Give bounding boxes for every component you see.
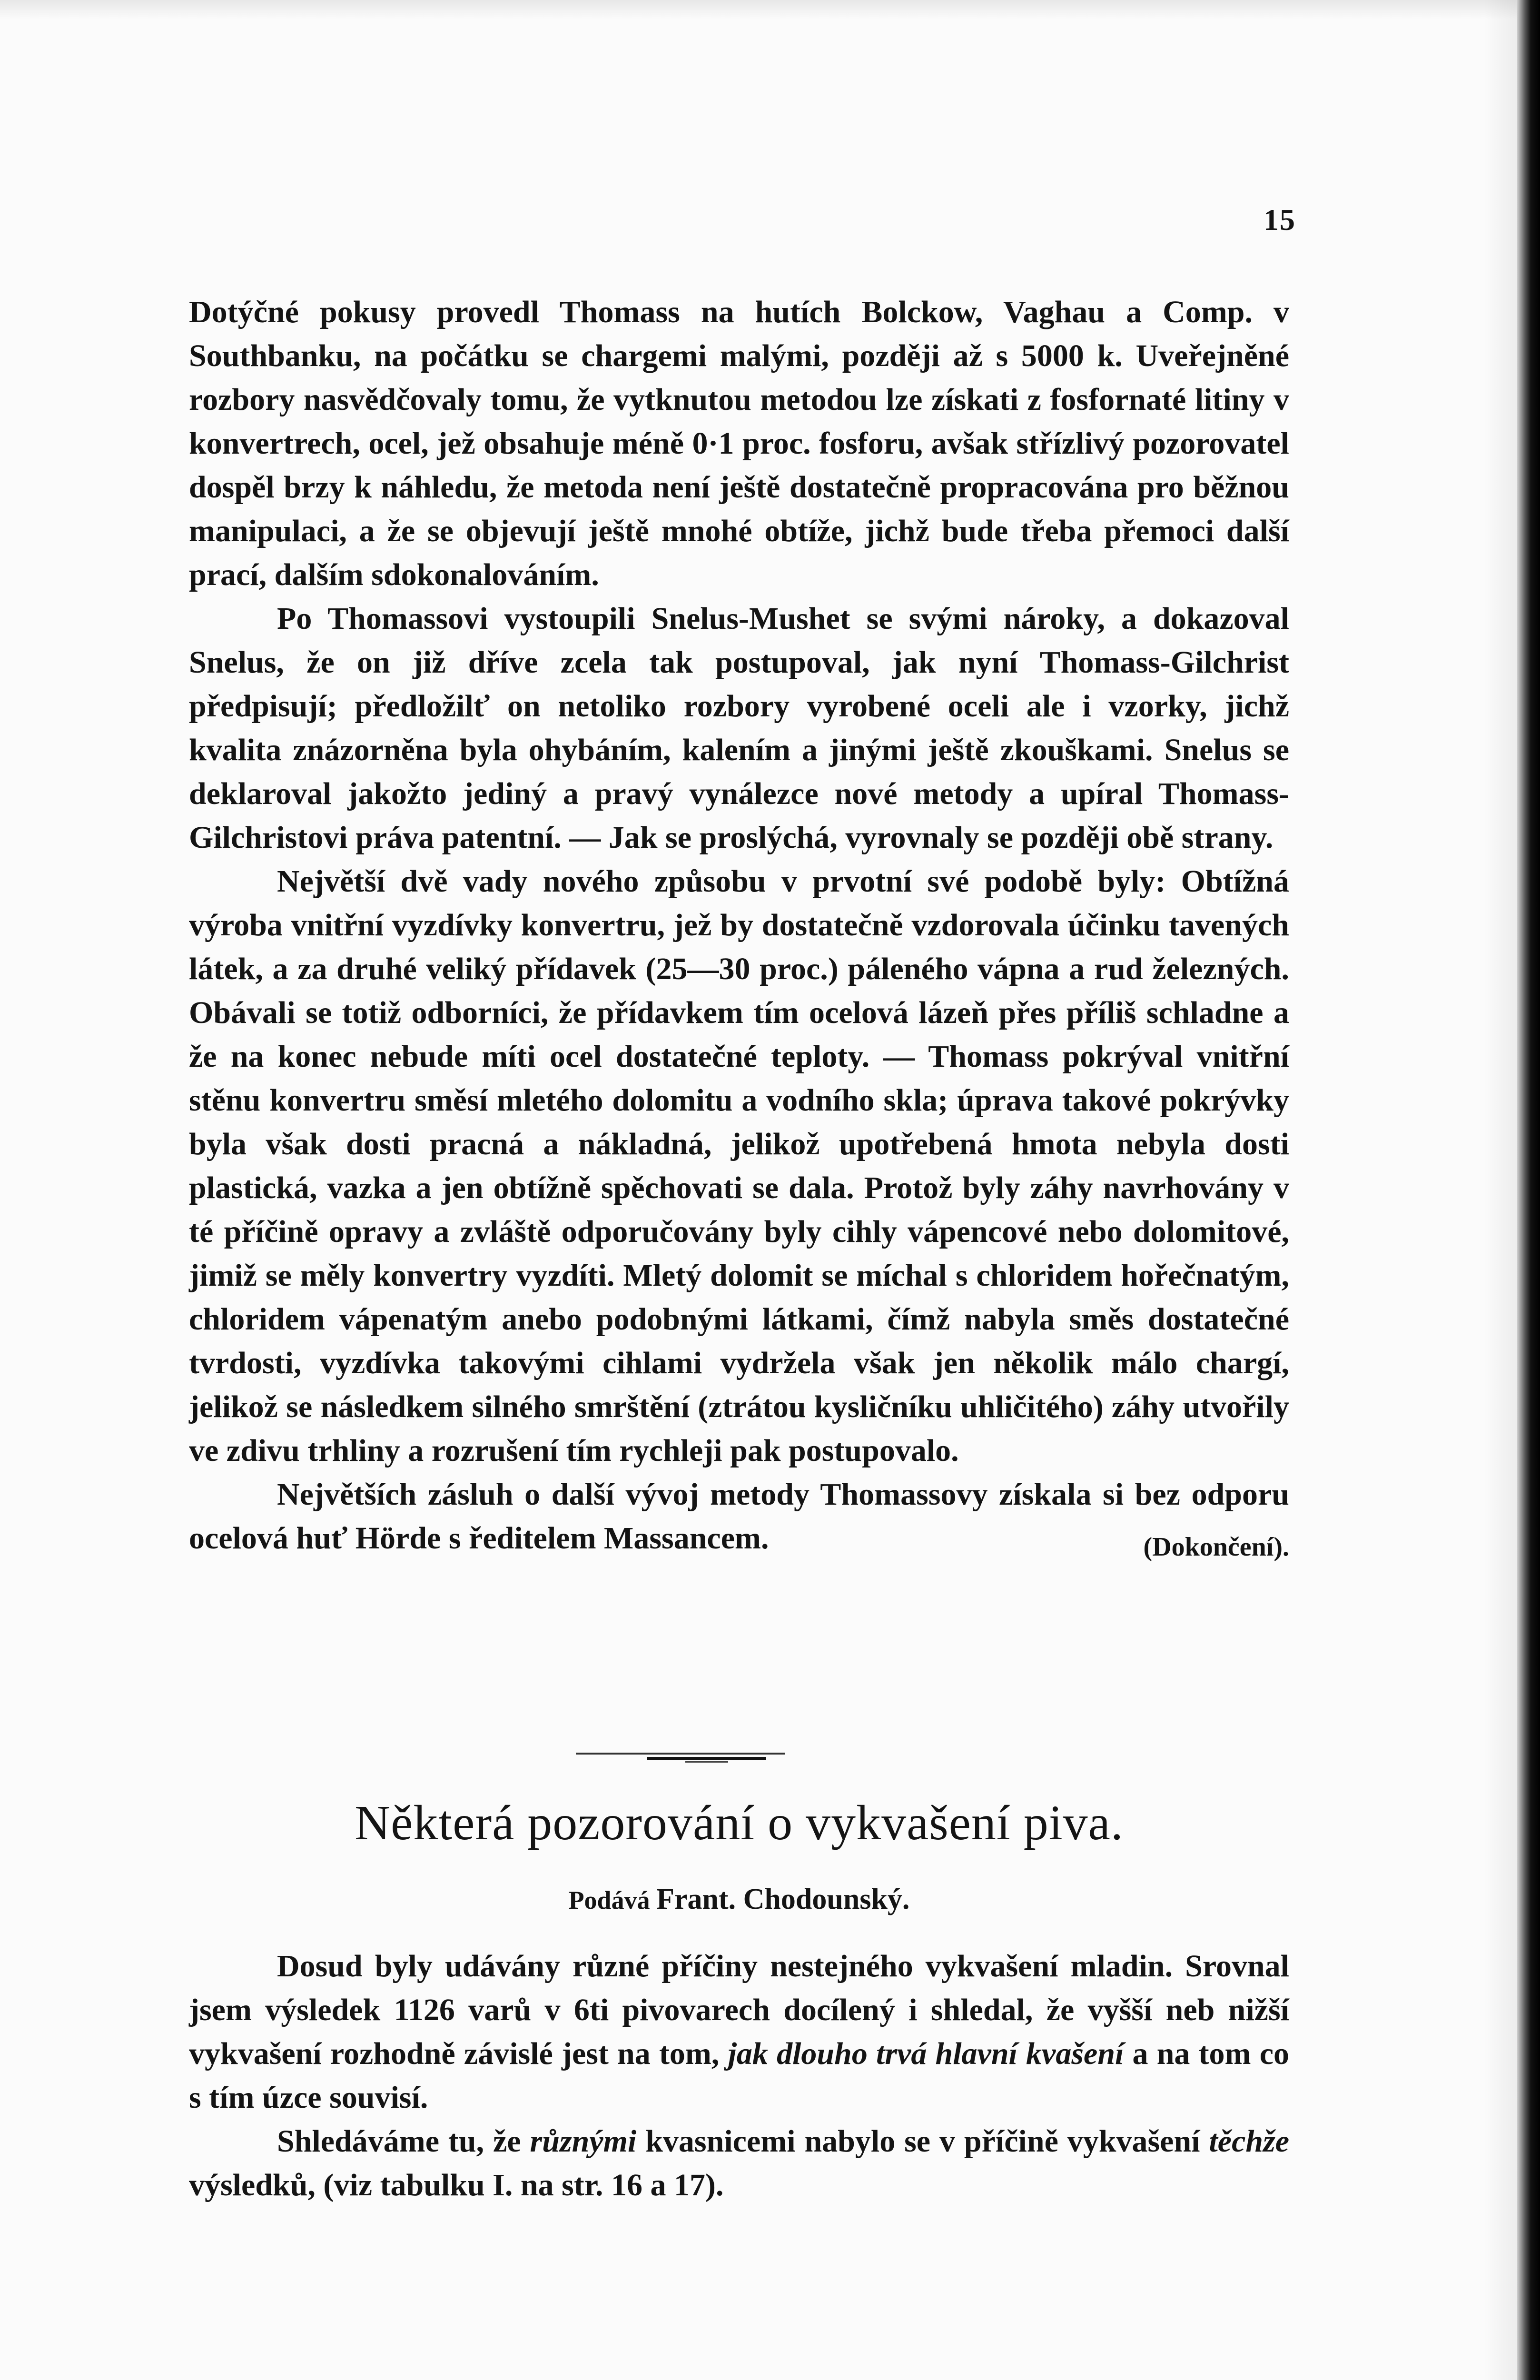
divider-line [685,1761,728,1763]
paragraph: Dotýčné pokusy provedl Thomass na hutích Bolckow, Vaghau a Comp. v Southbanku, na počátku se chargemi malými, později až s 5000 k. Uveřejněné rozbory nasvědčovaly tomu, že vytknutou metodou lze získati z fosfornaté litiny v konvertrech, ocel, jež obsahuje méně 0·1 proc. fosforu, avšak střízlivý pozorovatel dospěl brzy k náhledu, že metoda není ještě dostatečně propracována pro běžnou manipulaci, a že se objevují ještě mnohé obtíže, jichž bude třeba přemoci další prací, dalším sdokonalováním. [189,295,1289,592]
paragraph-last [189,1473,1289,1560]
emphasis-text: různými [530,2124,637,2159]
byline-prefix: Podává [568,1886,650,1914]
page-number: 15 [1264,203,1296,237]
author-name: Frant. Chodounský. [656,1883,910,1915]
paragraph [189,1944,1289,2120]
divider-line [647,1757,766,1760]
page-edge-shadow [1484,0,1517,2380]
paragraph-text: Dosud byly udávány různé příčiny nestejného vykvašení mladin. Srovnal jsem výsledek 1126 varů v 6ti pivovarech docílený i shledal, že vyšší neb nižší vykvašení rozhodně závislé jest na tom, [189,1949,1289,2071]
emphasis-text: jak dlouho trvá hlavní kvašení [728,2036,1124,2071]
page-edge-binding [1517,0,1540,2380]
section-divider [576,1753,785,1763]
paragraph-text: a na tom co s tím úzce souvisí. [189,2036,1289,2115]
article-continuation [189,290,1289,1569]
closing-note: (Dokončení). [1143,1532,1289,1562]
paragraph [189,2120,1289,2207]
paragraph-text: Shledáváme tu, že [277,2124,521,2159]
emphasis-text: těchže [1209,2124,1290,2159]
byline [189,1883,1289,1916]
paragraph-text: Největších zásluh o další vývoj metody Thomassovy získala si bez odporu ocelová huť Hörde s ředitelem Massancem. [189,1477,1289,1556]
paragraph: Po Thomassovi vystoupili Snelus-Mushet se svými nároky, a dokazoval Snelus, že on již dříve zcela tak postupoval, jak nyní Thomass-Gilchrist předpisují; předložilť on netoliko rozbory vyrobené oceli ale i vzorky, jichž kvalita znázorněna byla ohybáním, kalením a jinými ještě zkouškami. Snelus se deklaroval jakožto jediný a pravý vynálezce nové metody a upíral Thomass-Gilchristovi práva patentní. — Jak se proslýchá, vyrovnaly se později obě strany. [189,601,1289,855]
scan-top-shadow [0,0,1540,19]
paragraph-text: kvasnicemi nabylo se v příčině vykvašení [645,2124,1200,2159]
paragraph-text: výsledků, (viz tabulku I. na str. 16 a 17). [189,2168,724,2202]
article-body [189,1944,1289,2207]
paragraph: Největší dvě vady nového způsobu v prvotní své podobě byly: Obtížná výroba vnitřní vyzdívky konvertru, jež by dostatečně vzdorovala účinku tavených látek, a za druhé veliký přídavek (25—30 proc.) páleného vápna a rud železných. Obávali se totiž odborníci, že přídavkem tím ocelová lázeň přes příliš schladne a že na konec nebude míti ocel dostatečné teploty. — Thomass pokrýval vnitřní stěnu konvertru směsí mletého dolomitu a vodního skla; úprava takové pokrývky byla však dosti pracná a nákladná, jelikož upotřebená hmota nebyla dosti plastická, vazka a jen obtížně spěchovati se dala. Protož byly záhy navrhovány v té příčině opravy a zvláště odporučovány byly cihly vápencové nebo dolomitové, jimiž se měly konvertry vyzdíti. Mletý dolomit se míchal s chloridem hořečnatým, chloridem vápenatým anebo podobnými látkami, čímž nabyla směs dostatečné tvrdosti, vyzdívka takovými cihlami vydržela však jen několik málo chargí, jelikož se následkem silného smrštění (ztrátou kysličníku uhličitého) záhy utvořily ve zdivu trhliny a rozrušení tím rychleji pak postupovalo. [189,864,1289,1468]
article-title: Některá pozorování o vykvašení piva. [355,1795,1124,1850]
divider-line [576,1753,785,1755]
